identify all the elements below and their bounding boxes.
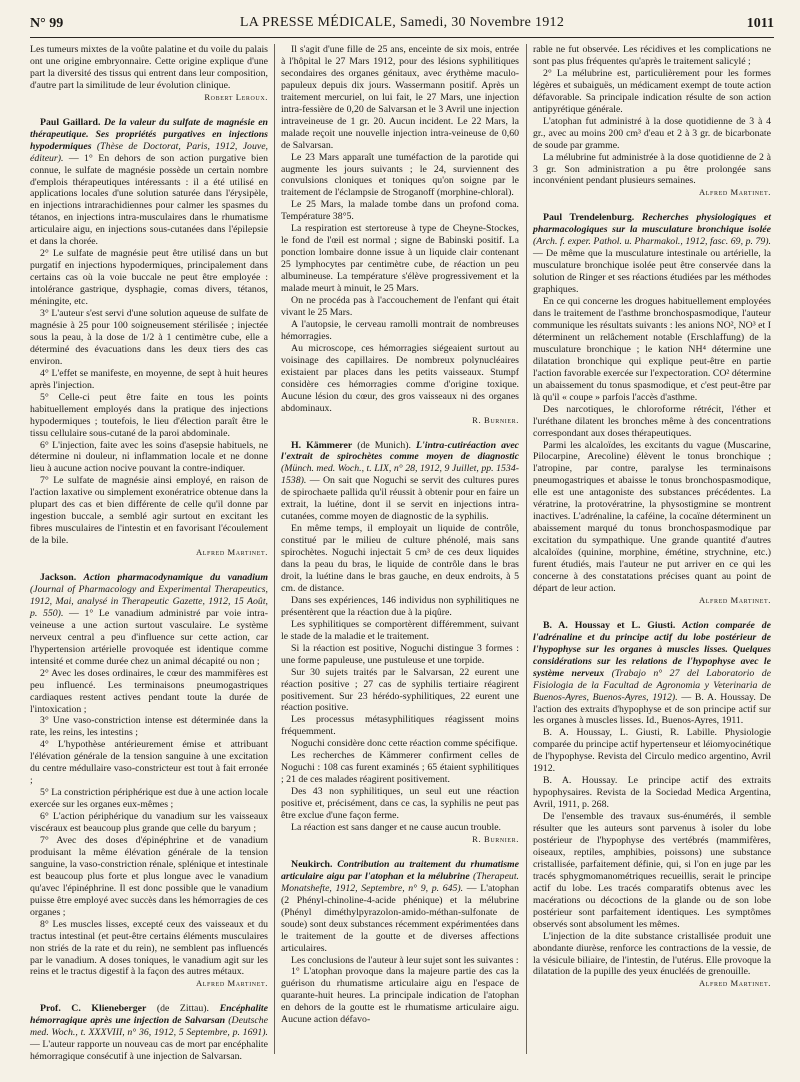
article-author: H. Kämmerer: [291, 439, 353, 451]
journal-title: LA PRESSE MÉDICALE, Samedi, 30 Novembre 1912: [239, 15, 565, 30]
paragraph: B. A. Houssay. Le principe actif des extraits hypophysaires. Revista de la Sociedad Medica Argentina, Avril, 1911, p. 268.: [533, 775, 771, 811]
article-heading: [30, 572, 268, 668]
paragraph: 6° L'injection, faite avec les soins d'asepsie habituels, ne détermine ni douleur, ni inflammation locale et ne donne lieu à aucune action nocive pouvant la contre-indiquer.: [30, 439, 268, 475]
signature: Alfred Martinet.: [698, 594, 771, 605]
paragraph: 5° Celle-ci peut être faite en tous les points habituellement employés dans la pratique des injections hypodermiques ; toutefois, le lieu d'élection paraît être le tissu cellulaire sous-cutané de la paroi abdominale.: [30, 391, 268, 439]
paragraph: Des narcotiques, le chloroforme rétrécit, l'éther et l'uréthane dilatent les bronches même à des concentrations correspondant aux doses thérapeutiques.: [533, 403, 771, 439]
issue-number: N° 99: [30, 16, 64, 31]
paragraph: 2° Le sulfate de magnésie peut être utilisé dans un but purgatif en injections hypodermiques, principalement dans certains cas où la voie buccale ne peut être employée : intolérance gastrique, dysphagie, comas divers, tétanos, méningite, etc.: [30, 248, 268, 308]
article-heading: [533, 620, 771, 728]
paragraph: Le 23 Mars apparaît une tuméfaction de la parotide qui augmente les jours suivants ; le 24, surviennent des convulsions cloniques et toniques qu'on soigne par le traitement de l'éclampsie de Stroganoff (morphine-chloral).: [281, 151, 519, 199]
paragraph: 7° Le sulfate de magnésie ainsi employé, en raison de l'action laxative ou simplement exonératrice obtenue dans la plupart des cas et bien différente de celle qu'il donne par ingestion buccale, a semblé agir surtout en excitant les fibres musculaires de l'intestin et en favorisant l'écoulement de la bile.: [30, 475, 268, 547]
paragraph: Des 43 non syphilitiques, un seul eut une réaction positive et, précisément, dans ce cas, la syphilis ne peut pas être exclue d'une façon ferme.: [281, 786, 519, 822]
page-header: [30, 14, 774, 36]
paragraph: 4° L'hypothèse antérieurement émise et attribuant l'élévation générale de la tension sanguine à une excitation du centre médullaire vaso-constricteur est tout à fait erronée ;: [30, 739, 268, 787]
article-title: Encéphalite hémorragique après une injection de Salvarsan: [30, 1003, 269, 1027]
article-author: B. A. Houssay et L. Giusti.: [543, 619, 676, 631]
column-rule-2: [526, 44, 527, 1054]
signature: Alfred Martinet.: [698, 187, 771, 198]
paragraph: 4° L'effet se manifeste, en moyenne, de sept à huit heures après l'injection.: [30, 367, 268, 391]
paragraph: 1° L'atophan provoque dans la majeure partie des cas la guérison du rhumatisme articulaire aigu en l'espace de quarante-huit heures. La principale indication de l'atophan en dehors de la goutte est le rhumatisme articulaire aigu. Aucune action défavo-: [281, 966, 519, 1026]
paragraph: Parmi les alcaloïdes, les excitants du vague (Muscarine, Pilocarpine, Arecoline) élèvent le tonus bronchique ; l'atropine, par contre, paralyse les terminaisons pneumogastriques et abaisse le tonus bronchospasmodique, elle est une antagoniste des substances précédentes. La vératrine, la protovératrine, la physostigmine se montrent inactives. L'adrénaline, la caféine, la cocaïne déterminent un abaissement marqué du tonus bronchospasmodique par excitation du sympathique. Une grande quantité d'autres alcaloïdes (quinine, morphine, émétine, strychnine, etc.) furent étudiés, mais l'auteur ne put arriver en ce qui les concerne à des constatations précises quant au point de départ de leur action.: [533, 439, 771, 594]
article-title: Action comparée de l'adrénaline et du principe actif du lobe postérieur de l'hypophyse sur les organes à muscles lisses. Quelques considérations sur les relations de l'hypophyse avec le système nerveux: [533, 619, 772, 679]
page-number: 1011: [746, 16, 774, 31]
signature: Alfred Martinet.: [698, 978, 771, 989]
article-reference: (Trabajo n° 27 del Laboratorio de Fisiologia de la Facultad de Agronomia y Veterinaria de Buenos-Ayres, Buenos-Ayres, 1912).: [533, 667, 772, 703]
column-rule-1: [274, 44, 275, 1054]
article-author: Paul Trendelenburg.: [543, 212, 635, 224]
paragraph: B. A. Houssay, L. Giusti, R. Labille. Physiologie comparée du principe actif hypertenseur et léiomyocinétique de l'hypophyse. Revista del Circulo medico argentino, Avril 1912.: [533, 727, 771, 775]
article-reference: (Journal of Pharmacology and Experimental Therapeutics, 1912, Mai, analysé in Therapeutic Gazette, 1912, 15 Août, p. 550).: [30, 583, 268, 619]
paragraph: En ce qui concerne les drogues habituellement employées dans le traitement de l'asthme bronchospasmodique, l'auteur communique les résultats suivants : les anions NO², NO³ et I déterminent un relâchement notable (Erschlaffung) de la musculature bronchique ; le kation NH⁴ détermine une dilatation bronchique qui explique peut-être en partie l'action favorable exercée sur l'expectoration. CO² détermine un abaissement du tonus spasmodique, et c'est peut-être par là qu'il « coupe » parfois l'accès d'asthme.: [533, 296, 771, 403]
article-place: (de Zittau).: [156, 1003, 210, 1015]
article-title: L'intra-cutiréaction avec l'extrait de spirochètes comme moyen de diagnostic: [281, 439, 520, 463]
paragraph: 8° Les muscles lisses, excepté ceux des vaisseaux et du tractus intestinal (et peut-être certains éléments musculaires non striés de la rate et du rein), ne semblent pas influencés par le vanadium. A doses toniques, le vanadium agit sur les reins et le tractus digestif à la façon des autres métaux.: [30, 918, 268, 978]
column-3: [533, 44, 771, 990]
paragraph: Dans ses expériences, 146 individus non syphilitiques ne présentèrent que la réaction due à la piqûre.: [281, 594, 519, 618]
paragraph: 2° La mélubrine est, particulièrement pour les formes légères et subaiguës, un médicament exempt de toute action défavorable. Sa principale indication résulte de son action antipyrétique générale.: [533, 67, 771, 115]
article-reference: (Arch. f. exper. Pathol. u. Pharmakol., 1912, fasc. 69, p. 79).: [533, 236, 771, 248]
header-rule: [30, 37, 774, 38]
paragraph: En même temps, il employait un liquide de contrôle, constitué par le milieu de culture phénolé, mais sans spirochètes. Noguchi injectait 5 cm³ de ces deux liquides dans la peau du bras, le liquide de contrôle dans le bras droit, la luétine dans le bras gauche, en deux endroits, à 5 cm. de distance.: [281, 523, 519, 594]
article-title: De la valeur du sulfate de magnésie en thérapeutique. Ses propriétés purgatives en injections hypodermiques: [30, 116, 268, 152]
paragraph: La réaction est sans danger et ne cause aucun trouble.: [291, 822, 501, 833]
article-reference: (Deutsche med. Woch., t. XXXVIII, n° 36, 1912, 5 Septembre, p. 1691).: [30, 1015, 268, 1039]
signature: Robert Leroux.: [204, 91, 268, 102]
paragraph: — 1° Le vanadium administré par voie intra-veineuse a une action surtout vasculaire. Le système nerveux central a peu d'influence sur cette action, car l'hypertension artérielle provoquée est identique comme intensité et comme durée chez un animal décapité ou non ;: [30, 607, 268, 667]
paragraph: — L'auteur rapporte un nouveau cas de mort par encéphalite hémorragique consécutif à une injection de Salvarsan.: [30, 1039, 268, 1063]
article-heading: [30, 1003, 268, 1063]
article-author: Jackson.: [40, 572, 77, 584]
signature: Alfred Martinet.: [195, 547, 268, 558]
signature: R. Burnier.: [472, 414, 519, 425]
paragraph: La mélubrine fut administrée à la dose quotidienne de 2 à 3 gr. Son administration a pu être prolongée sans inconvénient pendant plusieurs semaines.: [533, 151, 771, 187]
paragraph: Les syphilitiques se comportèrent différemment, suivant le stade de la maladie et le traitement.: [281, 618, 519, 642]
article-heading: [281, 440, 519, 524]
signature: R. Burnier.: [472, 833, 519, 844]
article-heading: [533, 212, 771, 296]
article-title: Contribution au traitement du rhumatisme articulaire aigu par l'atophan et la mélubrine: [281, 858, 519, 882]
article-title: Action pharmacodynamique du vanadium: [83, 572, 269, 584]
paragraph: A l'autopsie, le cerveau ramolli montrait de nombreuses hémorragies.: [281, 318, 519, 342]
paragraph: De l'ensemble des travaux sus-énumérés, il semble résulter que les auteurs sont parvenus à isoler du lobe postérieur de l'hypophyse des vertébrés (mammifères, oiseaux, reptiles, amphibies, poissons) une substance cristallisée, parfaitement définie, qui, si l'on en juge par les tracés sphygmomanométriques recueillis, serait le principe actif du lobe. Les tracés comparatifs obtenus avec les macérations ou décoctions de la glande ou de son lobe postérieur sont parfaitement identiques. Les symptômes observés sont absolument les mêmes.: [533, 811, 771, 930]
paragraph: — De même que la musculature intestinale ou artérielle, la musculature bronchique isolée peut être conservée dans la solution de Ringer et ses réactions étudiées par les méthodes graphiques.: [533, 248, 771, 296]
paragraph: 2° Avec les doses ordinaires, le cœur des mammifères est peu influencé. Les terminaisons pneumogastriques cardiaques restent actives pendant toute la durée de l'intoxication ;: [30, 667, 268, 715]
paragraph: Les processus métasyphilitiques réagissent moins fréquemment.: [281, 714, 519, 738]
paragraph: Au microscope, ces hémorragies siégeaient surtout au voisinage des capillaires. De nombreux polynucléaires existaient par places dans les petits vaisseaux. Stumpf considère ces hémorragies comme d'origine toxique. Aucune lésion du cœur, des gros vaisseaux ni des organes abdominaux.: [281, 342, 519, 414]
paragraph: On ne procéda pas à l'accouchement de l'enfant qui était vivant le 25 Mars.: [281, 295, 519, 318]
paragraph: L'injection de la dite substance cristallisée produit une abondante diurèse, renforce les contractions de la vessie, de la vésicule biliaire, de l'intestin, de l'utérus. Elle provoque la dilatation de la pupille des yeux énucléés de grenouille.: [533, 930, 771, 978]
article-reference: (Münch. med. Woch., t. LIX, n° 28, 1912, 9 Juillet, pp. 1534-1538).: [281, 463, 519, 487]
paragraph: 3° Une vaso-constriction intense est déterminée dans la rate, les reins, les intestins ;: [30, 715, 268, 739]
paragraph: 6° L'action périphérique du vanadium sur les vaisseaux viscéraux est beaucoup plus grande que celle du baryum ;: [30, 811, 268, 835]
paragraph: rable ne fut observée. Les récidives et les complications ne sont pas plus fréquentes qu'après le traitement salicylé ;: [533, 44, 771, 67]
paragraph: 5° La constriction périphérique est due à une action locale exercée sur les organes eux-mêmes ;: [30, 787, 268, 811]
article-reference: (Therapeut. Monatshefte, 1912, Septembre, n° 9, p. 645).: [281, 870, 519, 894]
paragraph: — 1° En dehors de son action purgative bien connue, le sulfate de magnésie possède un certain nombre d'emplois thérapeutiques intéressants : il a été utilisé en applications locales d'une solution saturée dans l'érysipèle, en injections intrarachidiennes pour calmer les spasmes du tétanos, en injections intra-musculaires dans le rhumatisme articulaire aigu, en injections sous-cutanées dans l'épilepsie et dans la chorée.: [30, 152, 268, 248]
signature: Alfred Martinet.: [195, 978, 268, 989]
paragraph: — On sait que Noguchi se servit des cultures pures de spirochaete pallida qu'il réussit à obtenir pour en faire un extrait, la luétine, dont il se servit en injections intra-cutanées, comme moyen de diagnostic de la syphilis.: [281, 475, 519, 523]
paragraph: — L'atophan (2 Phényl-chinoline-4-acide phénique) et la mélubrine (Phényl diméthylpyrazolon-amido-méthan-sulfonate de soude) sont deux substances récemment expérimentées dans le traitement de la goutte et de diverses affections articulaires.: [281, 882, 519, 954]
paragraph: Le 25 Mars, la malade tombe dans un profond coma. Température 38°5.: [281, 199, 519, 223]
paragraph: L'atophan fut administré à la dose quotidienne de 3 à 4 gr., avec au moins 200 cm³ d'eau et 2 à 3 gr. de bicarbonate de soude par gramme.: [533, 115, 771, 151]
article-reference: (Thèse de Doctorat, Paris, 1912, Jouve, éditeur).: [30, 140, 269, 164]
article-author: Neukirch.: [291, 858, 333, 870]
column-1: [30, 44, 268, 1063]
paragraph: — B. A. Houssay. De l'action des extraits d'hypophyse et de son principe actif sur les organes à muscles lisses. Id., Buenos-Ayres, 1911.: [533, 691, 771, 727]
paragraph: 7° Avec des doses d'épinéphrine et de vanadium produisant la même élévation générale de la tension sanguine, la vaso-constriction rénale, splénique et intestinale est beaucoup plus forte et plus longue avec le vanadium qu'avec l'épinéphrine. Il est donc possible que le vanadium puisse être employé avec succès dans les hémorragies de ces organes ;: [30, 835, 268, 918]
paragraph: Sur 30 sujets traités par le Salvarsan, 22 eurent une réaction positive ; 27 cas de syphilis tertiaire réagirent positivement. Sur 23 hérédo-syphilitiques, 22 eurent une réaction positive.: [281, 666, 519, 714]
article-place: (de Munich).: [357, 439, 411, 451]
paragraph: Noguchi considère donc cette réaction comme spécifique.: [291, 738, 518, 750]
paragraph: Les recherches de Kämmerer confirment celles de Noguchi : 108 cas furent examinés ; 65 étaient syphilitiques ; 21 de ces malades réagirent positivement.: [281, 750, 519, 786]
article-author: Paul Gaillard.: [40, 116, 101, 128]
article-heading: [281, 859, 519, 955]
paragraph: La respiration est stertoreuse à type de Cheyne-Stockes, le fond de l'œil est normal ; signe de Babinski positif. La ponction lombaire donne issue à un liquide clair contenant 25 lymphocytes par centimètre cube, de réaction un peu albumineuse. La température s'élève progressivement et la malade meurt à minuit, le 25 Mars.: [281, 223, 519, 295]
column-2: [281, 44, 519, 1026]
paragraph: Il s'agit d'une fille de 25 ans, enceinte de six mois, entrée à l'hôpital le 27 Mars 1912, pour des lésions syphilitiques secondaires des organes génitaux, avec érythème maculo-papuleux depuis dix jours. Wassermann positif. Après un traitement mercuriel, on lui fait, le 27 Mars, une injection intra-fessière de 0,20 de Salvarsan et le 3 Avril une injection intraveineuse de 1 gr. 20. Aucun incident. Le 22 Mars, la malade reçoit une nouvelle injection intra-veineuse de 0,60 de Salvarsan.: [281, 44, 519, 151]
paragraph: Les tumeurs mixtes de la voûte palatine et du voile du palais ont une origine embryonnaire. Cette origine explique d'une part la diversité des tissus qui entrent dans leur composition, d'autre part la similitude de leur évolution clinique.: [30, 44, 268, 91]
article-heading: [30, 117, 268, 248]
article-author: Prof. C. Klieneberger: [40, 1003, 147, 1015]
paragraph: Les conclusions de l'auteur à leur sujet sont les suivantes :: [291, 954, 519, 966]
paragraph: Si la réaction est positive, Noguchi distingue 3 formes : une forme papuleuse, une pustuleuse et une torpide.: [281, 642, 519, 666]
article-title: Recherches physiologiques et pharmacologiques sur la musculature bronchique isolée: [533, 212, 771, 236]
paragraph: 3° L'auteur s'est servi d'une solution aqueuse de sulfate de magnésie à 25 pour 100 soigneusement stérilisée ; injectée sous la peau, à la dose de 1/2 à 1 centimètre cube, elle a déterminé des évacuations dans les deux tiers des cas environ.: [30, 308, 268, 367]
